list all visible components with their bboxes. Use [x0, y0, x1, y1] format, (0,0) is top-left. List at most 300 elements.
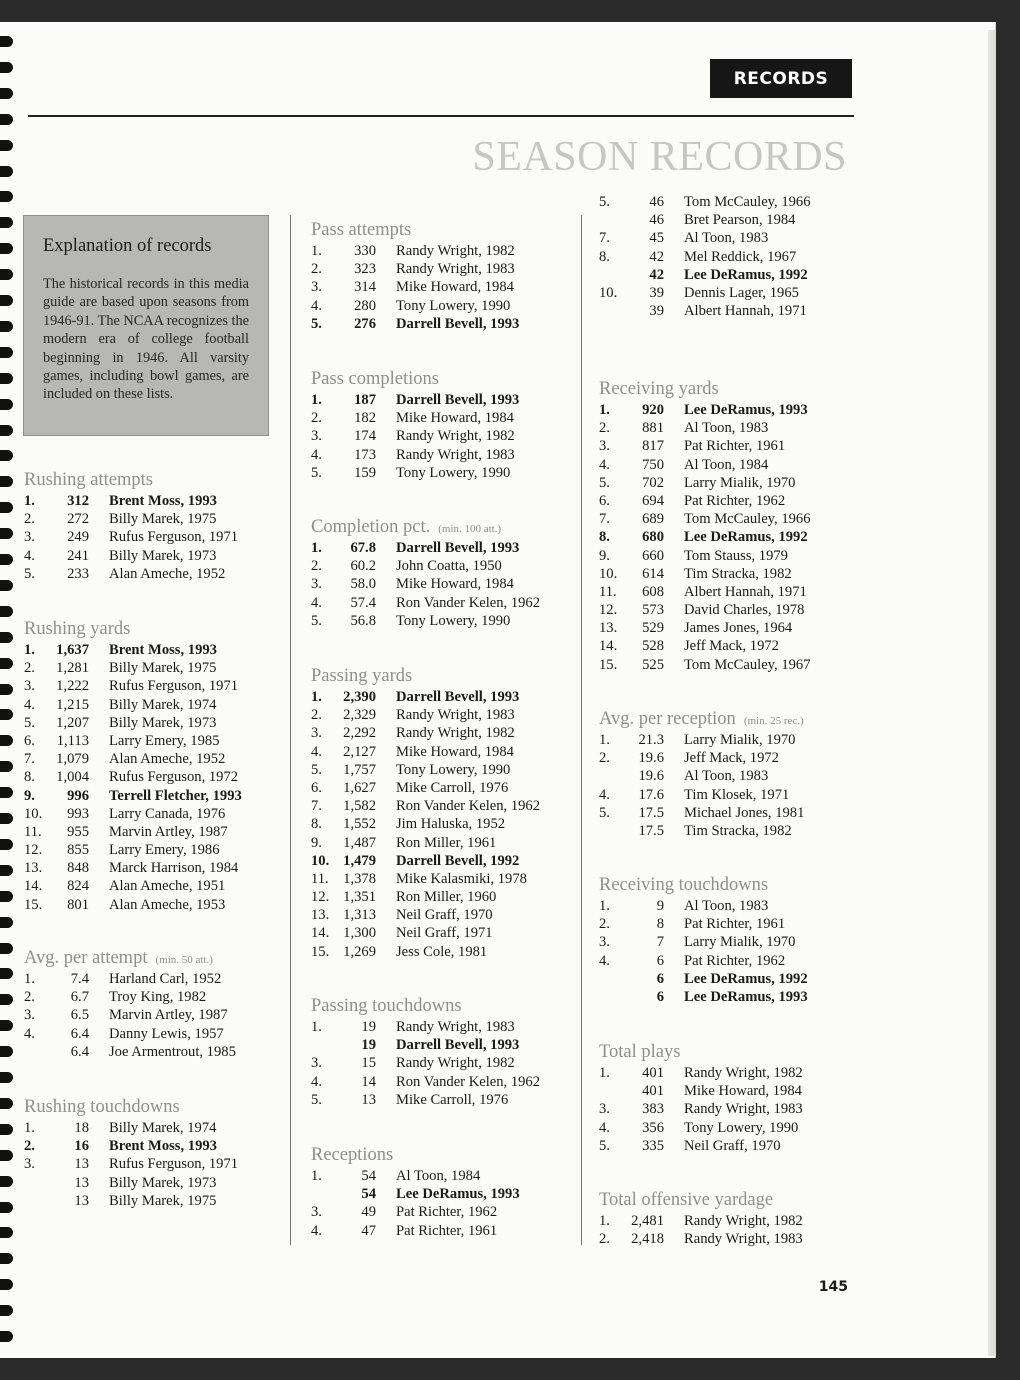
record-row — [311, 1054, 573, 1072]
record-list — [311, 1018, 573, 1109]
record-holder: Randy Wright, 1983 — [396, 1019, 515, 1035]
record-rank: 9. — [599, 547, 610, 564]
record-value: 1,313 — [343, 907, 376, 924]
record-value: 614 — [642, 565, 664, 582]
record-row — [311, 688, 573, 706]
record-value: 18 — [74, 1120, 89, 1136]
record-row — [311, 242, 573, 260]
record-holder: Albert Hannah, 1971 — [684, 583, 807, 600]
record-row — [24, 988, 264, 1006]
record-rank: 10. — [24, 805, 43, 822]
section-title-text: Rushing attempts — [24, 470, 153, 490]
record-rank: 4. — [311, 743, 322, 760]
section-avg-per-reception — [599, 708, 849, 840]
record-value: 750 — [642, 456, 664, 473]
binding-hole — [0, 321, 13, 332]
record-row — [599, 474, 849, 492]
explanation-text: The historical records in this media guide are based upon seasons from 1946-91. The NCAA recognizes the modern era of college football beginning in 1946. All varsity games, including bowl games, are included on these lists. — [43, 276, 249, 403]
record-holder: Darrell Bevell, 1992 — [396, 852, 520, 869]
record-value: 855 — [67, 842, 89, 859]
section-title-text: Avg. per reception — [599, 709, 736, 729]
record-holder: Dennis Lager, 1965 — [684, 284, 799, 301]
record-row — [311, 315, 573, 333]
section-title — [599, 1189, 849, 1211]
record-rank: 5. — [24, 714, 35, 731]
record-value: 920 — [642, 402, 664, 418]
record-holder: Larry Emery, 1985 — [109, 732, 220, 749]
record-rank: 5. — [311, 315, 322, 332]
record-holder: Randy Wright, 1982 — [396, 243, 515, 259]
record-row — [599, 804, 849, 822]
record-value: 47 — [361, 1222, 376, 1239]
record-rank: 15. — [311, 943, 330, 960]
record-holder: John Coatta, 1950 — [396, 558, 502, 575]
record-row — [311, 1091, 573, 1109]
record-holder: Lee DeRamus, 1992 — [684, 529, 808, 546]
record-holder: Tom Stauss, 1979 — [684, 547, 788, 564]
record-value: 2,127 — [343, 743, 376, 760]
section-title-text: Rushing yards — [24, 619, 131, 639]
records-tab: RECORDS — [710, 59, 852, 98]
record-row — [599, 988, 849, 1006]
explanation-title: Explanation of records — [43, 236, 212, 256]
record-row — [311, 1167, 573, 1185]
record-holder: Jeff Mack, 1972 — [684, 750, 779, 767]
section-pass-attempts — [311, 219, 573, 333]
record-value: 824 — [67, 878, 89, 895]
record-value: 1,487 — [343, 834, 376, 851]
record-holder: Marvin Artley, 1987 — [109, 823, 228, 840]
record-value: 8 — [656, 916, 664, 933]
section-title-text: Avg. per attempt — [24, 948, 148, 968]
record-value: 249 — [67, 529, 89, 546]
record-rank: 5. — [599, 474, 610, 491]
record-value: 42 — [649, 248, 664, 265]
record-holder: Larry Mialik, 1970 — [684, 934, 796, 951]
record-row — [24, 677, 264, 695]
record-holder: Tony Lowery, 1990 — [396, 761, 511, 778]
record-holder: Brent Moss, 1993 — [109, 493, 217, 509]
record-row — [311, 815, 573, 833]
binding-hole — [0, 1176, 13, 1187]
record-row — [24, 1174, 264, 1192]
record-row — [24, 750, 264, 768]
section-title — [311, 1144, 573, 1166]
record-row — [599, 211, 849, 229]
record-value: 314 — [354, 279, 376, 296]
record-value: 1,479 — [343, 852, 376, 869]
record-holder: Al Toon, 1983 — [684, 898, 769, 914]
record-row — [311, 1036, 573, 1054]
binding-hole — [0, 787, 13, 798]
record-holder: Randy Wright, 1983 — [684, 1231, 803, 1248]
section-pass-completions — [311, 368, 573, 482]
binding-hole — [0, 658, 13, 669]
record-holder: Randy Wright, 1982 — [396, 1055, 515, 1072]
record-row — [599, 492, 849, 510]
record-value: 573 — [642, 602, 664, 619]
record-rank: 3. — [599, 1101, 610, 1118]
section-qualifier: (min. 25 rec.) — [743, 715, 804, 727]
record-rank: 7. — [599, 230, 610, 247]
record-row — [311, 743, 573, 761]
record-rank: 8. — [311, 816, 322, 833]
record-holder: Billy Marek, 1975 — [109, 660, 217, 677]
record-value: 57.4 — [350, 594, 376, 611]
record-row — [311, 834, 573, 852]
record-value: 19.6 — [638, 768, 664, 785]
binding-hole — [0, 1227, 13, 1238]
record-row — [599, 656, 849, 674]
record-holder: Billy Marek, 1973 — [109, 714, 217, 731]
record-value: 7.4 — [70, 971, 89, 987]
section-avg-per-attempt — [24, 947, 264, 1061]
record-row — [24, 1006, 264, 1024]
binding-hole — [0, 968, 13, 979]
record-rank: 4. — [311, 297, 322, 314]
record-value: 13 — [74, 1192, 89, 1209]
record-holder: Troy King, 1982 — [109, 989, 207, 1006]
binding-hole — [0, 269, 13, 280]
record-value: 1,582 — [343, 798, 376, 815]
record-value: 356 — [642, 1119, 664, 1136]
record-value: 608 — [642, 583, 664, 600]
record-rank: 11. — [599, 583, 617, 600]
record-list — [24, 1119, 264, 1210]
record-value: 996 — [67, 787, 89, 804]
record-holder: Neil Graff, 1971 — [396, 925, 493, 942]
record-row — [311, 906, 573, 924]
record-row — [599, 1230, 849, 1248]
record-row — [24, 1192, 264, 1210]
record-value: 1,222 — [56, 678, 89, 695]
section-title — [599, 1041, 849, 1063]
record-value: 7 — [656, 934, 664, 951]
record-holder: David Charles, 1978 — [684, 602, 805, 619]
record-value: 174 — [354, 428, 376, 445]
record-holder: Randy Wright, 1983 — [684, 1101, 803, 1118]
record-value: 15 — [361, 1055, 376, 1072]
record-row — [311, 539, 573, 557]
record-holder: Mike Howard, 1984 — [396, 576, 514, 593]
record-holder: Tom McCauley, 1966 — [684, 194, 811, 210]
record-value: 6 — [656, 952, 664, 969]
record-holder: Ron Vander Kelen, 1962 — [396, 594, 541, 611]
section-title-text: Total plays — [599, 1042, 681, 1062]
section-title — [311, 368, 573, 390]
section-title — [24, 469, 264, 491]
record-holder: Larry Mialik, 1970 — [684, 474, 796, 491]
record-rank: 11. — [24, 823, 42, 840]
binding-hole — [0, 166, 13, 177]
record-rank: 1. — [599, 1213, 610, 1229]
record-rank: 2. — [24, 511, 35, 528]
record-rank: 1. — [311, 689, 322, 705]
record-row — [311, 1185, 573, 1203]
section-title — [599, 378, 849, 400]
record-row — [311, 1203, 573, 1221]
binding-hole — [0, 1098, 13, 1109]
record-row — [24, 787, 264, 805]
binding-hole — [0, 502, 13, 513]
record-rank: 3. — [311, 279, 322, 296]
record-holder: Tom McCauley, 1966 — [684, 511, 811, 528]
record-row — [24, 732, 264, 750]
record-value: 6.4 — [70, 1043, 89, 1060]
record-row — [599, 284, 849, 302]
record-value: 13 — [74, 1156, 89, 1173]
record-holder: Larry Mialik, 1970 — [684, 732, 796, 748]
record-row — [24, 1137, 264, 1155]
record-rank: 4. — [599, 786, 610, 803]
record-row — [599, 619, 849, 637]
record-value: 1,378 — [343, 870, 376, 887]
record-value: 528 — [642, 638, 664, 655]
record-value: 60.2 — [350, 558, 376, 575]
binding-hole — [0, 36, 13, 47]
record-row — [599, 229, 849, 247]
record-value: 330 — [354, 243, 376, 259]
record-holder: Billy Marek, 1974 — [109, 1120, 217, 1136]
record-holder: Randy Wright, 1983 — [396, 707, 515, 724]
record-holder: Brent Moss, 1993 — [109, 642, 217, 658]
record-rank: 1. — [599, 732, 610, 748]
record-rank: 5. — [311, 464, 322, 481]
record-rank: 1. — [599, 402, 610, 418]
record-holder: Brent Moss, 1993 — [109, 1138, 217, 1155]
record-value: 159 — [354, 464, 376, 481]
record-row — [24, 859, 264, 877]
record-holder: Neil Graff, 1970 — [396, 907, 493, 924]
record-rank: 13. — [311, 907, 330, 924]
record-row — [599, 528, 849, 546]
record-rank: 10. — [599, 284, 618, 301]
record-rank: 3. — [311, 428, 322, 445]
record-rank: 5. — [311, 761, 322, 778]
record-value: 1,281 — [56, 660, 89, 677]
section-title — [24, 618, 264, 640]
record-row — [599, 547, 849, 565]
binding-hole — [0, 62, 13, 73]
record-value: 54 — [361, 1186, 376, 1203]
record-rank: 8. — [24, 769, 35, 786]
section-title-text: Receiving yards — [599, 379, 719, 399]
record-rank: 2. — [24, 1138, 35, 1155]
record-holder: Darrell Bevell, 1993 — [396, 689, 520, 705]
section-receiving-touchdowns — [599, 874, 849, 1006]
record-holder: Rufus Ferguson, 1971 — [109, 1156, 239, 1173]
binding-hole — [0, 839, 13, 850]
record-holder: Bret Pearson, 1984 — [684, 212, 796, 229]
record-row — [599, 749, 849, 767]
record-row — [311, 724, 573, 742]
record-row — [311, 797, 573, 815]
column-divider-left — [290, 215, 291, 1245]
record-value: 383 — [642, 1101, 664, 1118]
record-rank: 15. — [599, 656, 618, 673]
record-row — [24, 528, 264, 546]
record-rank: 2. — [311, 261, 322, 278]
record-rank: 1. — [599, 898, 610, 914]
record-holder: Al Toon, 1983 — [684, 420, 769, 437]
record-row — [311, 888, 573, 906]
record-row — [599, 193, 849, 211]
record-holder: Lee DeRamus, 1992 — [684, 266, 808, 283]
record-rank: 1. — [311, 243, 322, 259]
record-value: 19 — [361, 1037, 376, 1054]
record-value: 1,269 — [343, 943, 376, 960]
record-row — [311, 575, 573, 593]
record-holder: Marvin Artley, 1987 — [109, 1007, 228, 1024]
record-holder: Billy Marek, 1973 — [109, 547, 217, 564]
record-rank: 4. — [599, 1119, 610, 1136]
record-row — [311, 852, 573, 870]
record-rank: 7. — [24, 751, 35, 768]
record-value: 9 — [656, 898, 664, 914]
record-value: 993 — [67, 805, 89, 822]
record-value: 2,390 — [343, 689, 376, 705]
record-rank: 10. — [311, 852, 330, 869]
record-holder: Terrell Fletcher, 1993 — [109, 787, 242, 804]
record-holder: Lee DeRamus, 1993 — [396, 1186, 520, 1203]
record-row — [311, 612, 573, 630]
record-holder: Alan Ameche, 1953 — [109, 896, 226, 913]
record-list — [311, 539, 573, 630]
record-row — [24, 1119, 264, 1137]
record-rank: 2. — [311, 410, 322, 427]
record-row — [311, 924, 573, 942]
record-value: 19.6 — [638, 750, 664, 767]
record-holder: Mike Howard, 1984 — [684, 1083, 802, 1100]
record-value: 1,757 — [343, 761, 376, 778]
record-rank: 2. — [311, 558, 322, 575]
binding-hole — [0, 114, 13, 125]
record-value: 801 — [67, 896, 89, 913]
record-row — [311, 870, 573, 888]
record-row — [311, 779, 573, 797]
record-rank: 5. — [599, 804, 610, 821]
record-row — [599, 302, 849, 320]
section-title — [311, 665, 573, 687]
record-holder: Rufus Ferguson, 1971 — [109, 678, 239, 695]
record-holder: Jeff Mack, 1972 — [684, 638, 779, 655]
record-value: 241 — [67, 547, 89, 564]
record-row — [599, 1082, 849, 1100]
binding-hole — [0, 140, 13, 151]
section-title-text: Completion pct. — [311, 517, 431, 537]
record-value: 45 — [649, 230, 664, 247]
record-rank: 1. — [24, 1120, 35, 1136]
record-holder: Tony Lowery, 1990 — [396, 464, 511, 481]
record-holder: Tony Lowery, 1990 — [396, 612, 511, 629]
record-holder: James Jones, 1964 — [684, 620, 793, 637]
record-rank: 3. — [599, 438, 610, 455]
record-holder: Darrell Bevell, 1993 — [396, 1037, 520, 1054]
record-value: 19 — [361, 1019, 376, 1035]
record-row — [599, 1119, 849, 1137]
record-holder: Alan Ameche, 1951 — [109, 878, 226, 895]
record-holder: Lee DeRamus, 1993 — [684, 988, 808, 1005]
binding-hole — [0, 425, 13, 436]
record-list — [311, 1167, 573, 1240]
record-holder: Larry Emery, 1986 — [109, 842, 220, 859]
record-rank: 9. — [24, 787, 35, 804]
section-completion-pct — [311, 516, 573, 630]
page-edge — [988, 30, 996, 1356]
record-value: 529 — [642, 620, 664, 637]
record-value: 689 — [642, 511, 664, 528]
record-rank: 7. — [311, 798, 322, 815]
binding-hole — [0, 865, 13, 876]
record-holder: Lee DeRamus, 1993 — [684, 402, 808, 418]
section-receptions — [311, 1144, 573, 1240]
record-holder: Rufus Ferguson, 1972 — [109, 769, 239, 786]
record-holder: Pat Richter, 1961 — [396, 1222, 498, 1239]
record-value: 39 — [649, 284, 664, 301]
record-row — [24, 659, 264, 677]
binding-hole — [0, 1150, 13, 1161]
record-holder: Albert Hannah, 1971 — [684, 303, 807, 320]
record-holder: Pat Richter, 1961 — [684, 438, 786, 455]
record-holder: Randy Wright, 1982 — [396, 428, 515, 445]
record-rank: 6. — [599, 492, 610, 509]
section-title — [599, 874, 849, 896]
record-holder: Ron Miller, 1960 — [396, 889, 497, 906]
record-rank: 12. — [24, 842, 43, 859]
record-holder: Al Toon, 1983 — [684, 768, 769, 785]
record-rank: 4. — [24, 1025, 35, 1042]
record-holder: Billy Marek, 1975 — [109, 1192, 217, 1209]
binding-hole — [0, 917, 13, 928]
record-value: 1,351 — [343, 889, 376, 906]
record-rank: 2. — [599, 1231, 610, 1248]
binding-hole — [0, 191, 13, 202]
record-row — [24, 547, 264, 565]
record-holder: Billy Marek, 1975 — [109, 511, 217, 528]
record-value: 14 — [361, 1073, 376, 1090]
record-holder: Ron Vander Kelen, 1962 — [396, 798, 541, 815]
record-rank: 3. — [311, 1055, 322, 1072]
record-value: 6 — [656, 970, 664, 987]
binding-hole — [0, 295, 13, 306]
column-divider-right — [581, 215, 582, 1245]
record-holder: Mike Carroll, 1976 — [396, 779, 509, 796]
record-rank: 3. — [311, 1204, 322, 1221]
record-holder: Larry Canada, 1976 — [109, 805, 226, 822]
section-title — [599, 708, 849, 730]
record-row — [599, 731, 849, 749]
record-rank: 3. — [311, 725, 322, 742]
record-holder: Mike Kalasmiki, 1978 — [396, 870, 527, 887]
record-rank: 11. — [311, 870, 329, 887]
record-row — [599, 419, 849, 437]
record-value: 6.4 — [70, 1025, 89, 1042]
record-row — [24, 510, 264, 528]
record-rank: 4. — [599, 952, 610, 969]
record-holder: Darrell Bevell, 1993 — [396, 392, 520, 408]
record-value: 817 — [642, 438, 664, 455]
record-holder: Alan Ameche, 1952 — [109, 565, 226, 582]
record-rank: 3. — [24, 529, 35, 546]
record-holder: Marck Harrison, 1984 — [109, 860, 239, 877]
record-row — [311, 594, 573, 612]
section-title-text: Passing yards — [311, 666, 413, 686]
record-rank: 4. — [24, 547, 35, 564]
record-holder: Jim Haluska, 1952 — [396, 816, 506, 833]
record-holder: Mike Howard, 1984 — [396, 279, 514, 296]
record-holder: Tim Stracka, 1982 — [684, 822, 792, 839]
header-rule — [28, 115, 854, 117]
